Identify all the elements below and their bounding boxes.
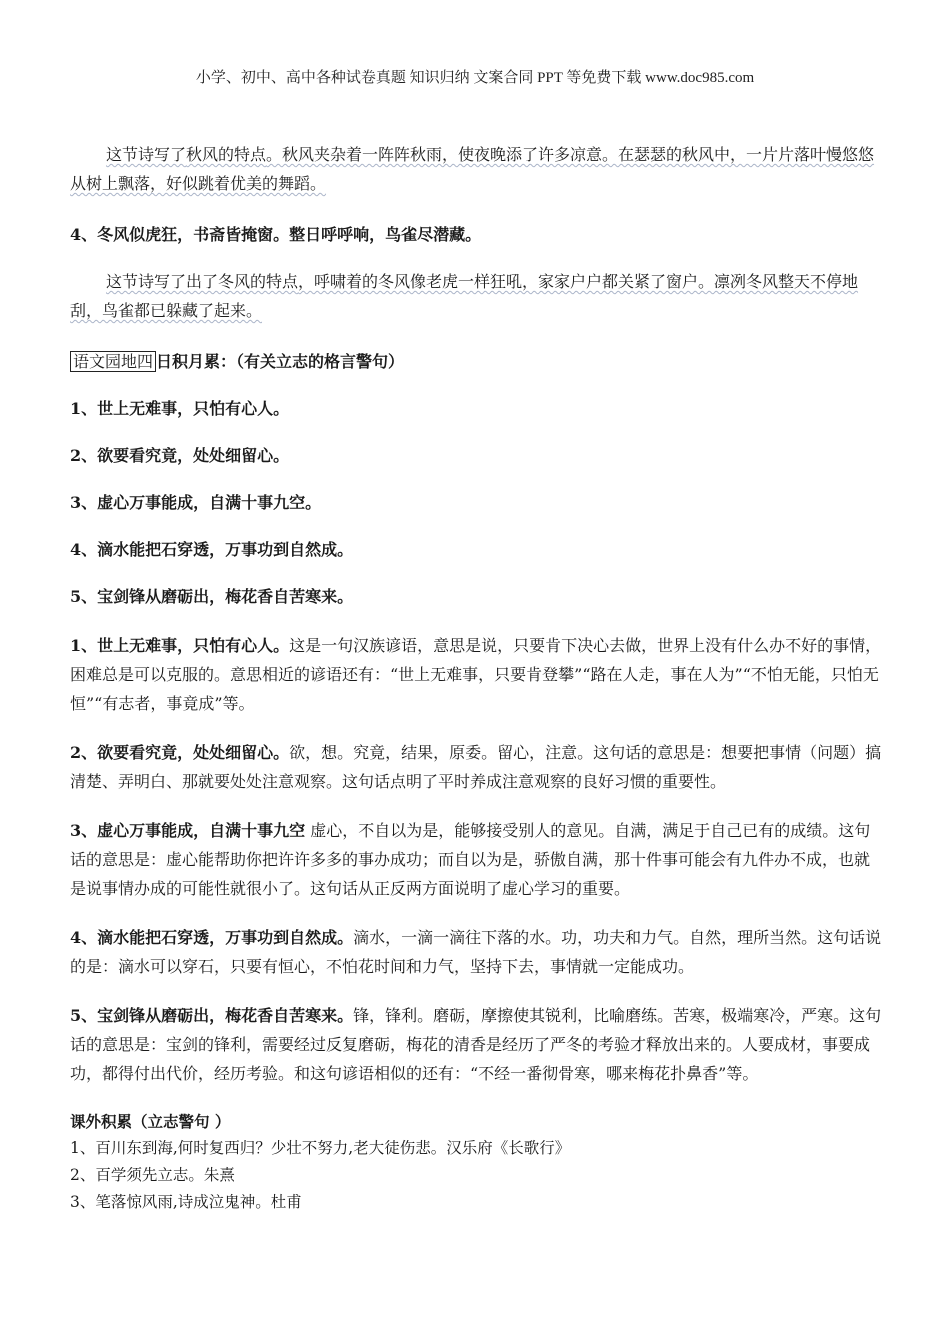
extra-item-1: 1、百川东到海,何时复西归？少壮不努力,老大徒伤悲。汉乐府《长歌行》 xyxy=(70,1139,571,1157)
explanation-text: 这是一句汉族谚语，意思是说，只要肯下决心去做，世界上没有什么办不好的事情，困难总是可以克服的。意思相近的谚语还有：“世上无难事，只要肯登攀”“路在人走，事在人为”“不怕无能，只怕无恒”“有志者，事竟成”等。 xyxy=(70,636,882,713)
extra-item-3: 3、笔落惊风雨,诗成泣鬼神。杜甫 xyxy=(70,1193,302,1211)
garden-title: 日积月累：（有关立志的格言警句） xyxy=(156,352,405,371)
page-header: 小学、初中、高中各种试卷真题 知识归纳 文案合同 PPT 等免费下载 www.doc985.com xyxy=(195,70,755,86)
garden-box-label: 语文园地四 xyxy=(70,351,156,372)
explanation-text: 滴水，一滴一滴往下落的水。功，功夫和力气。自然，理所当然。这句话说的是：滴水可以穿石，只要有恒心，不怕花时间和力气，坚持下去，事情就一定能成功。 xyxy=(70,928,882,976)
explanation-title: 3、虚心万事能成，自满十事九空 xyxy=(70,821,306,840)
extra-item-2: 2、百学须先立志。朱熹 xyxy=(70,1166,235,1184)
winter-lead: 这节诗写了出了 xyxy=(106,272,219,291)
extra-title: 课外积累（立志警句 ） xyxy=(70,1112,231,1131)
winter-heading: 4、冬风似虎狂，书斋皆掩窗。整日呼呼响，鸟雀尽潜藏。 xyxy=(70,225,482,244)
explanation-title: 5、宝剑锋从磨砺出，梅花香自苦寒来。 xyxy=(70,1006,354,1025)
winter-rest: ，呼啸着的冬风像老虎一样狂吼，家家户户都关紧了窗户。凛冽冬风整天不停地刮，鸟雀都已躲藏了起来。 xyxy=(70,272,859,320)
explanation-text: 虚心，不自以为是，能够接受别人的意见。自满，满足于自己已有的成绩。这句话的意思是：虚心能帮助你把许许多多的事办成功；而自以为是，骄傲自满，那十件事可能会有九件办不成，也就是说事情办成的可能性就很小了。这句话从正反两方面说明了虚心学习的重要。 xyxy=(70,821,871,898)
autumn-lead: 这节诗写了 xyxy=(106,145,187,164)
explanation-5 xyxy=(70,1001,882,1088)
explanation-title: 2、欲要看究竟，处处细留心。 xyxy=(70,743,290,762)
explanation-text: 锋，锋利。磨砺，摩擦使其锐利，比喻磨练。苦寒，极端寒冷，严寒。这句话的意思是：宝剑的锋利，需要经过反复磨砺，梅花的清香是经历了严冬的考验才释放出来的。人要成材，事要成功，都得付出代价，经历考验。和这句谚语相似的还有：“不经一番彻骨寒，哪来梅花扑鼻香”等。 xyxy=(70,1006,882,1083)
winter-topic: 冬风的特点 xyxy=(218,272,299,291)
saying-4: 4、滴水能把石穿透，万事功到自然成。 xyxy=(70,540,354,559)
explanation-title: 1、世上无难事，只怕有心人。 xyxy=(70,636,290,655)
explanation-3 xyxy=(70,816,882,903)
saying-1: 1、世上无难事，只怕有心人。 xyxy=(70,399,290,418)
explanation-1 xyxy=(70,631,882,718)
document-body xyxy=(70,140,882,1216)
garden-heading xyxy=(70,347,882,376)
saying-5: 5、宝剑锋从磨砺出，梅花香自苦寒来。 xyxy=(70,587,354,606)
saying-2: 2、欲要看究竟，处处细留心。 xyxy=(70,446,290,465)
autumn-topic: 秋风的特点 xyxy=(186,145,267,164)
explanation-title: 4、滴水能把石穿透，万事功到自然成。 xyxy=(70,928,354,947)
explanation-2 xyxy=(70,738,882,796)
autumn-paragraph xyxy=(70,140,882,198)
explanation-4 xyxy=(70,923,882,981)
autumn-rest: 。秋风夹杂着一阵阵秋雨，使夜晚添了许多凉意。在瑟瑟的秋风中，一片片落叶慢悠悠从树上飘落，好似跳着优美的舞蹈。 xyxy=(70,145,875,193)
saying-3: 3、虚心万事能成，自满十事九空。 xyxy=(70,493,322,512)
winter-paragraph xyxy=(70,267,882,325)
explanation-text: 欲，想。究竟，结果，原委。留心，注意。这句话的意思是：想要把事情（问题）搞清楚、弄明白、那就要处处注意观察。这句话点明了平时养成注意观察的良好习惯的重要性。 xyxy=(70,743,882,791)
